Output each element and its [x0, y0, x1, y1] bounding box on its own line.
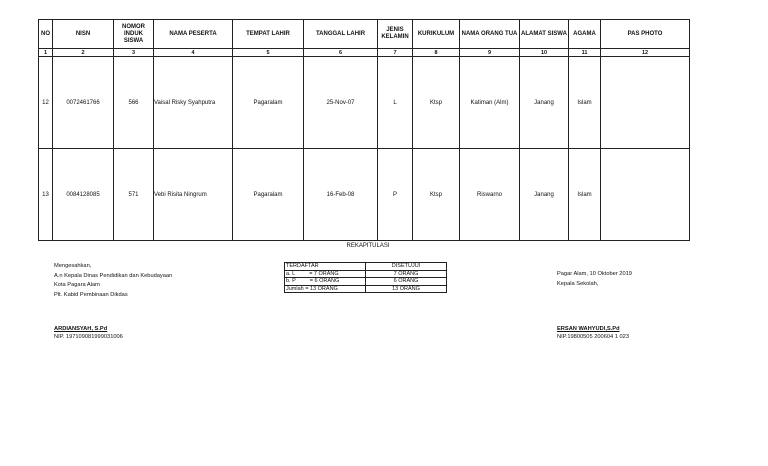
- nisn-cell: 0084128085: [53, 149, 114, 241]
- photo-cell: [601, 57, 690, 149]
- rekap-row: [285, 278, 447, 286]
- gender-cell: P: [378, 149, 413, 241]
- curriculum-cell: Ktsp: [413, 149, 460, 241]
- header-cell: NAMA ORANG TUA: [460, 20, 520, 49]
- approval-line: Mengesahkan,: [54, 263, 92, 269]
- student-table: [38, 19, 690, 241]
- signatory-nip: NIP.19800505 200604 1 023: [557, 334, 630, 341]
- name-cell: Vaisal Risky Syahputra: [154, 57, 233, 149]
- rekap-title: REKAPITULASI: [346, 243, 390, 249]
- header-cell: KURIKULUM: [413, 20, 460, 49]
- column-number: 5: [233, 49, 304, 57]
- photo-cell: [601, 149, 690, 241]
- table-row: [39, 57, 690, 149]
- birthdate-cell: 16-Feb-08: [304, 149, 378, 241]
- column-number: 12: [601, 49, 690, 57]
- rekap-approved: 13 ORANG: [366, 285, 447, 293]
- signatory-name: ERSAN WAHYUDI,S.Pd: [557, 326, 620, 332]
- table-row: [39, 149, 690, 241]
- rekap-label: a. L = 7 ORANG: [285, 270, 366, 278]
- right-signature: [557, 325, 629, 342]
- curriculum-cell: Ktsp: [413, 57, 460, 149]
- header-cell: NOMOR INDUK SISWA: [114, 20, 154, 49]
- rekap-label: b. P = 6 ORANG: [285, 278, 366, 286]
- rekap-label: Jumlah = 13 ORANG: [285, 285, 366, 293]
- rekap-approved: 6 ORANG: [366, 278, 447, 286]
- signatory-name: ARDIANSYAH, S.Pd: [54, 326, 108, 332]
- header-row: [39, 20, 690, 49]
- row-number: 12: [39, 57, 53, 149]
- approval-line: Plt. Kabid Pembinaan Dikdas: [54, 291, 128, 298]
- row-number: 13: [39, 149, 53, 241]
- header-cell: TANGGAL LAHIR: [304, 20, 378, 49]
- header-cell: NISN: [53, 20, 114, 49]
- nisn-cell: 0072461766: [53, 57, 114, 149]
- header-cell: JENIS KELAMIN: [378, 20, 413, 49]
- header-cell: AGAMA: [569, 20, 601, 49]
- header-cell: NAMA PESERTA: [154, 20, 233, 49]
- nis-cell: 566: [114, 57, 154, 149]
- column-number: 3: [114, 49, 154, 57]
- name-cell: Vebi Risita Ningrum: [154, 149, 233, 241]
- column-number: 10: [520, 49, 569, 57]
- column-number: 9: [460, 49, 520, 57]
- rekap-row: [285, 285, 447, 293]
- rekap-table: [284, 262, 447, 293]
- column-number: 6: [304, 49, 378, 57]
- address-cell: Janang: [520, 57, 569, 149]
- principal-title: Kepala Sekolah,: [557, 280, 599, 287]
- header-cell: ALAMAT SISWA: [520, 20, 569, 49]
- column-number: 8: [413, 49, 460, 57]
- column-number-row: [39, 49, 690, 57]
- rekap-approved: DISETUJUI: [366, 263, 447, 271]
- school-block: [557, 270, 632, 289]
- parent-cell: Riswarno: [460, 149, 520, 241]
- birthplace-cell: Pagaralam: [233, 149, 304, 241]
- approval-line: A.n Kepala Dinas Pendidikan dan Kebudayaan: [54, 272, 173, 279]
- rekap-label: TERDAFTAR: [285, 263, 366, 271]
- birthdate-cell: 25-Nov-07: [304, 57, 378, 149]
- header-cell: NO: [39, 20, 53, 49]
- rekap-row: [285, 270, 447, 278]
- birthplace-cell: Pagaralam: [233, 57, 304, 149]
- rekap-approved: 7 ORANG: [366, 270, 447, 278]
- header-cell: TEMPAT LAHIR: [233, 20, 304, 49]
- signatory-nip: NIP. 197109081999031006: [54, 334, 123, 341]
- approval-line: Kota Pagara Alam: [54, 282, 100, 289]
- approval-block: [54, 262, 172, 300]
- nis-cell: 571: [114, 149, 154, 241]
- religion-cell: Islam: [569, 57, 601, 149]
- left-signature: [54, 325, 123, 342]
- parent-cell: Katiman (Alm): [460, 57, 520, 149]
- column-number: 2: [53, 49, 114, 57]
- gender-cell: L: [378, 57, 413, 149]
- rekap-row: [285, 263, 447, 271]
- column-number: 11: [569, 49, 601, 57]
- column-number: 7: [378, 49, 413, 57]
- place-date: Pagar Alam, 10 Oktober 2019: [557, 271, 632, 277]
- header-cell: PAS PHOTO: [601, 20, 690, 49]
- religion-cell: Islam: [569, 149, 601, 241]
- address-cell: Janang: [520, 149, 569, 241]
- column-number: 1: [39, 49, 53, 57]
- column-number: 4: [154, 49, 233, 57]
